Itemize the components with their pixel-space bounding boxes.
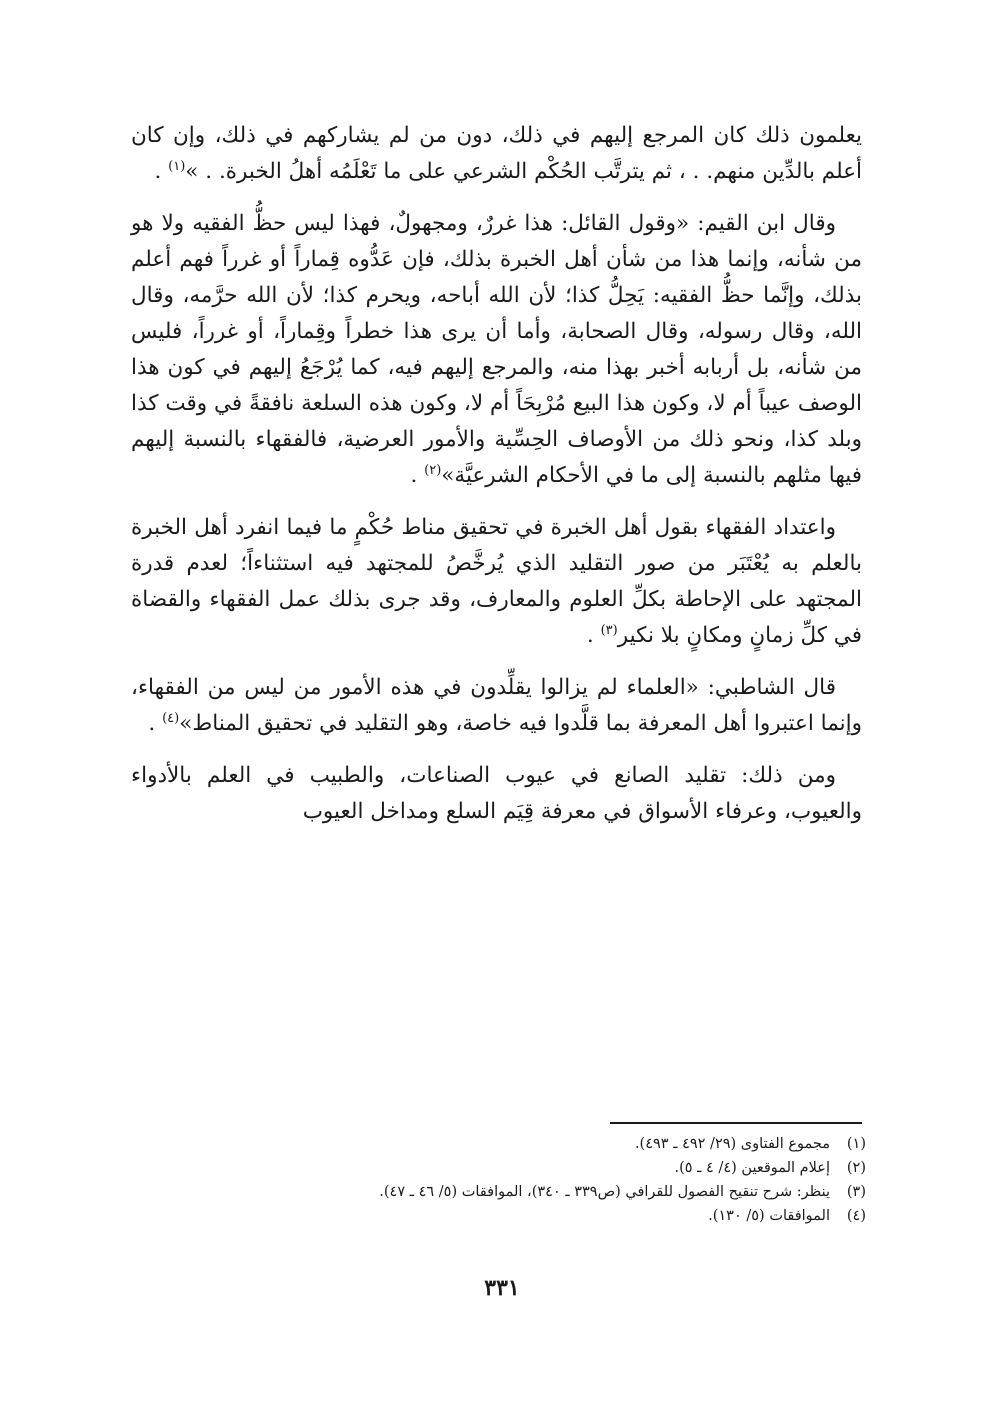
footnote-number: (٢) xyxy=(846,1160,866,1176)
footnote-text: ينظر: شرح تنقيح الفصول للقرافي (ص٣٣٩ ـ ٣٤٠)، الموافقات (٥/ ٤٦ ـ ٤٧). xyxy=(379,1184,830,1200)
footnote-text: الموافقات (٥/ ١٣٠). xyxy=(708,1208,830,1224)
footnote-1 xyxy=(131,1132,866,1156)
footnotes xyxy=(131,1132,866,1228)
footnote-number: (١) xyxy=(846,1136,866,1152)
footnote-ref-3: (٣) xyxy=(600,622,618,638)
paragraph-3: واعتداد الفقهاء بقول أهل الخبرة في تحقيق مناط حُكْمٍ ما فيما انفرد أهل الخبرة بالعلم به يُعْتَبَر من صور التقليد الذي يُرخَّصُ للمجتهد فيه استثناءاً؛ لعدم قدرة المجتهد على الإحاطة بكلِّ العلوم والمعارف، وقد جرى بذلك عمل الفقهاء والقضاة في كلِّ زمانٍ ومكانٍ بلا نكير$^{(٣)}$ . xyxy=(131,515,862,648)
footnote-number: (٤) xyxy=(846,1208,866,1224)
footnote-ref-2: (٢) xyxy=(424,462,442,478)
footnote-ref-1: (١) xyxy=(168,158,186,174)
paragraph-1: يعلمون ذلك كان المرجع إليهم في ذلك، دون من لم يشاركهم في ذلك، وإن كان أعلم بالدِّين منهم. . ، ثم يترتَّب الحُكْم الشرعي على ما تَعْلَمُه أهلُ الخبرة. . »$^{(١)}$ . xyxy=(131,123,862,184)
footnote-number: (٣) xyxy=(846,1184,866,1200)
footnote-text: إعلام الموقعين (٤/ ٤ ـ ٥). xyxy=(674,1160,830,1176)
main-text xyxy=(131,118,862,846)
paragraph-2: وقال ابن القيم: «وقول القائل: هذا غررٌ، ومجهولٌ، فهذا ليس حظُّ الفقيه ولا هو من شأنه، وإنما هذا من شأن أهل الخبرة بذلك، فإن عَدُّوه قِماراً أو غرراً فهم أعلم بذلك، وإنَّما حظُّ الفقيه: يَحِلُّ كذا؛ لأن الله أباحه، ويحرم كذا؛ لأن الله حرَّمه، وقال الله، وقال رسوله، وقال الصحابة، وأما أن يرى هذا خطراً وقِماراً، أو غرراً، فليس من شأنه، بل أربابه أخبر بهذا منه، والمرجع إليهم فيه، كما يُرْجَعُ إليهم في كون هذا الوصف عيباً أم لا، وكون هذا البيع مُرْبِحَاً أم لا، وكون هذه السلعة نافقةً في وقت كذا وبلد كذا، ونحو ذلك من الأوصاف الحِسِّية والأمور العرضية، فالفقهاء بالنسبة إليهم فيها مثلهم بالنسبة إلى ما في الأحكام الشرعيَّة»$^{(٢)}$ . xyxy=(131,211,862,488)
paragraph-5: ومن ذلك: تقليد الصانع في عيوب الصناعات، والطبيب في العلم بالأدواء والعيوب، وعرفاء الأسواق في معرفة قِيَم السلع ومداخل العيوب xyxy=(131,763,862,824)
footnote-2 xyxy=(131,1156,866,1180)
footnote-4 xyxy=(131,1204,866,1228)
footnote-text: مجموع الفتاوى (٢٩/ ٤٩٢ ـ ٤٩٣). xyxy=(634,1136,830,1152)
footnote-separator xyxy=(610,1122,862,1124)
footnote-3 xyxy=(131,1180,866,1204)
page-number: ٣٣١ xyxy=(484,1275,520,1301)
paragraph-4: قال الشاطبي: «العلماء لم يزالوا يقلِّدون في هذه الأمور من ليس من الفقهاء، وإنما اعتبروا أهل المعرفة بما قلَّدوا فيه خاصة، وهو التقليد في تحقيق المناط»$^{(٤)}$ . xyxy=(131,675,862,736)
footnote-ref-4: (٤) xyxy=(162,710,180,726)
